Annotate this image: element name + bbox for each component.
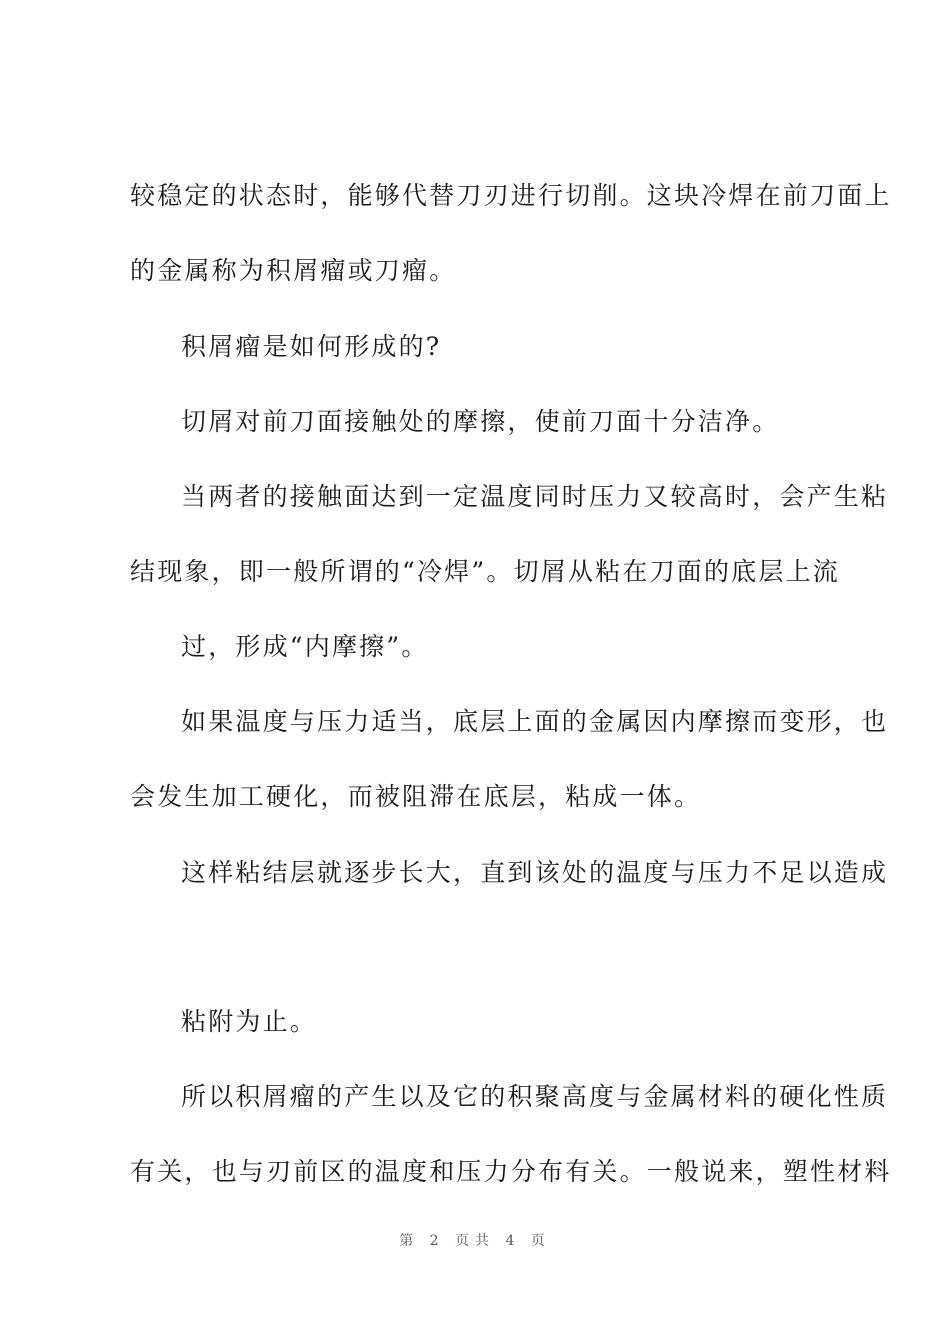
text-line: 较稳定的状态时，能够代替刀刃进行切削。这块冷焊在前刀面上 bbox=[130, 181, 892, 210]
text-line: 当两者的接触面达到一定温度同时压力又较高时，会产生粘 bbox=[181, 482, 889, 511]
text-line: 粘附为止。 bbox=[181, 1007, 318, 1036]
text-line: 过，形成“内摩擦”。 bbox=[181, 632, 429, 661]
text-line: 如果温度与压力适当，底层上面的金属因内摩擦而变形，也 bbox=[181, 707, 889, 736]
text-line: 切屑对前刀面接触处的摩擦，使前刀面十分洁净。 bbox=[181, 407, 780, 436]
text-line: 结现象，即一般所谓的“冷焊”。切屑从粘在刀面的底层上流 bbox=[130, 557, 840, 586]
text-line: 会发生加工硬化，而被阻滞在底层，粘成一体。 bbox=[130, 782, 702, 811]
text-line: 积屑瘤是如何形成的? bbox=[181, 332, 442, 361]
text-line: 所以积屑瘤的产生以及它的积聚高度与金属材料的硬化性质 bbox=[181, 1082, 889, 1111]
text-line: 有关，也与刃前区的温度和压力分布有关。一般说来，塑性材料 bbox=[130, 1157, 892, 1186]
text-line: 这样粘结层就逐步长大，直到该处的温度与压力不足以造成 bbox=[181, 858, 889, 887]
text-line: 的金属称为积屑瘤或刀瘤。 bbox=[130, 256, 457, 285]
page-number-footer: 第 2 页共 4 页 bbox=[399, 1233, 551, 1249]
